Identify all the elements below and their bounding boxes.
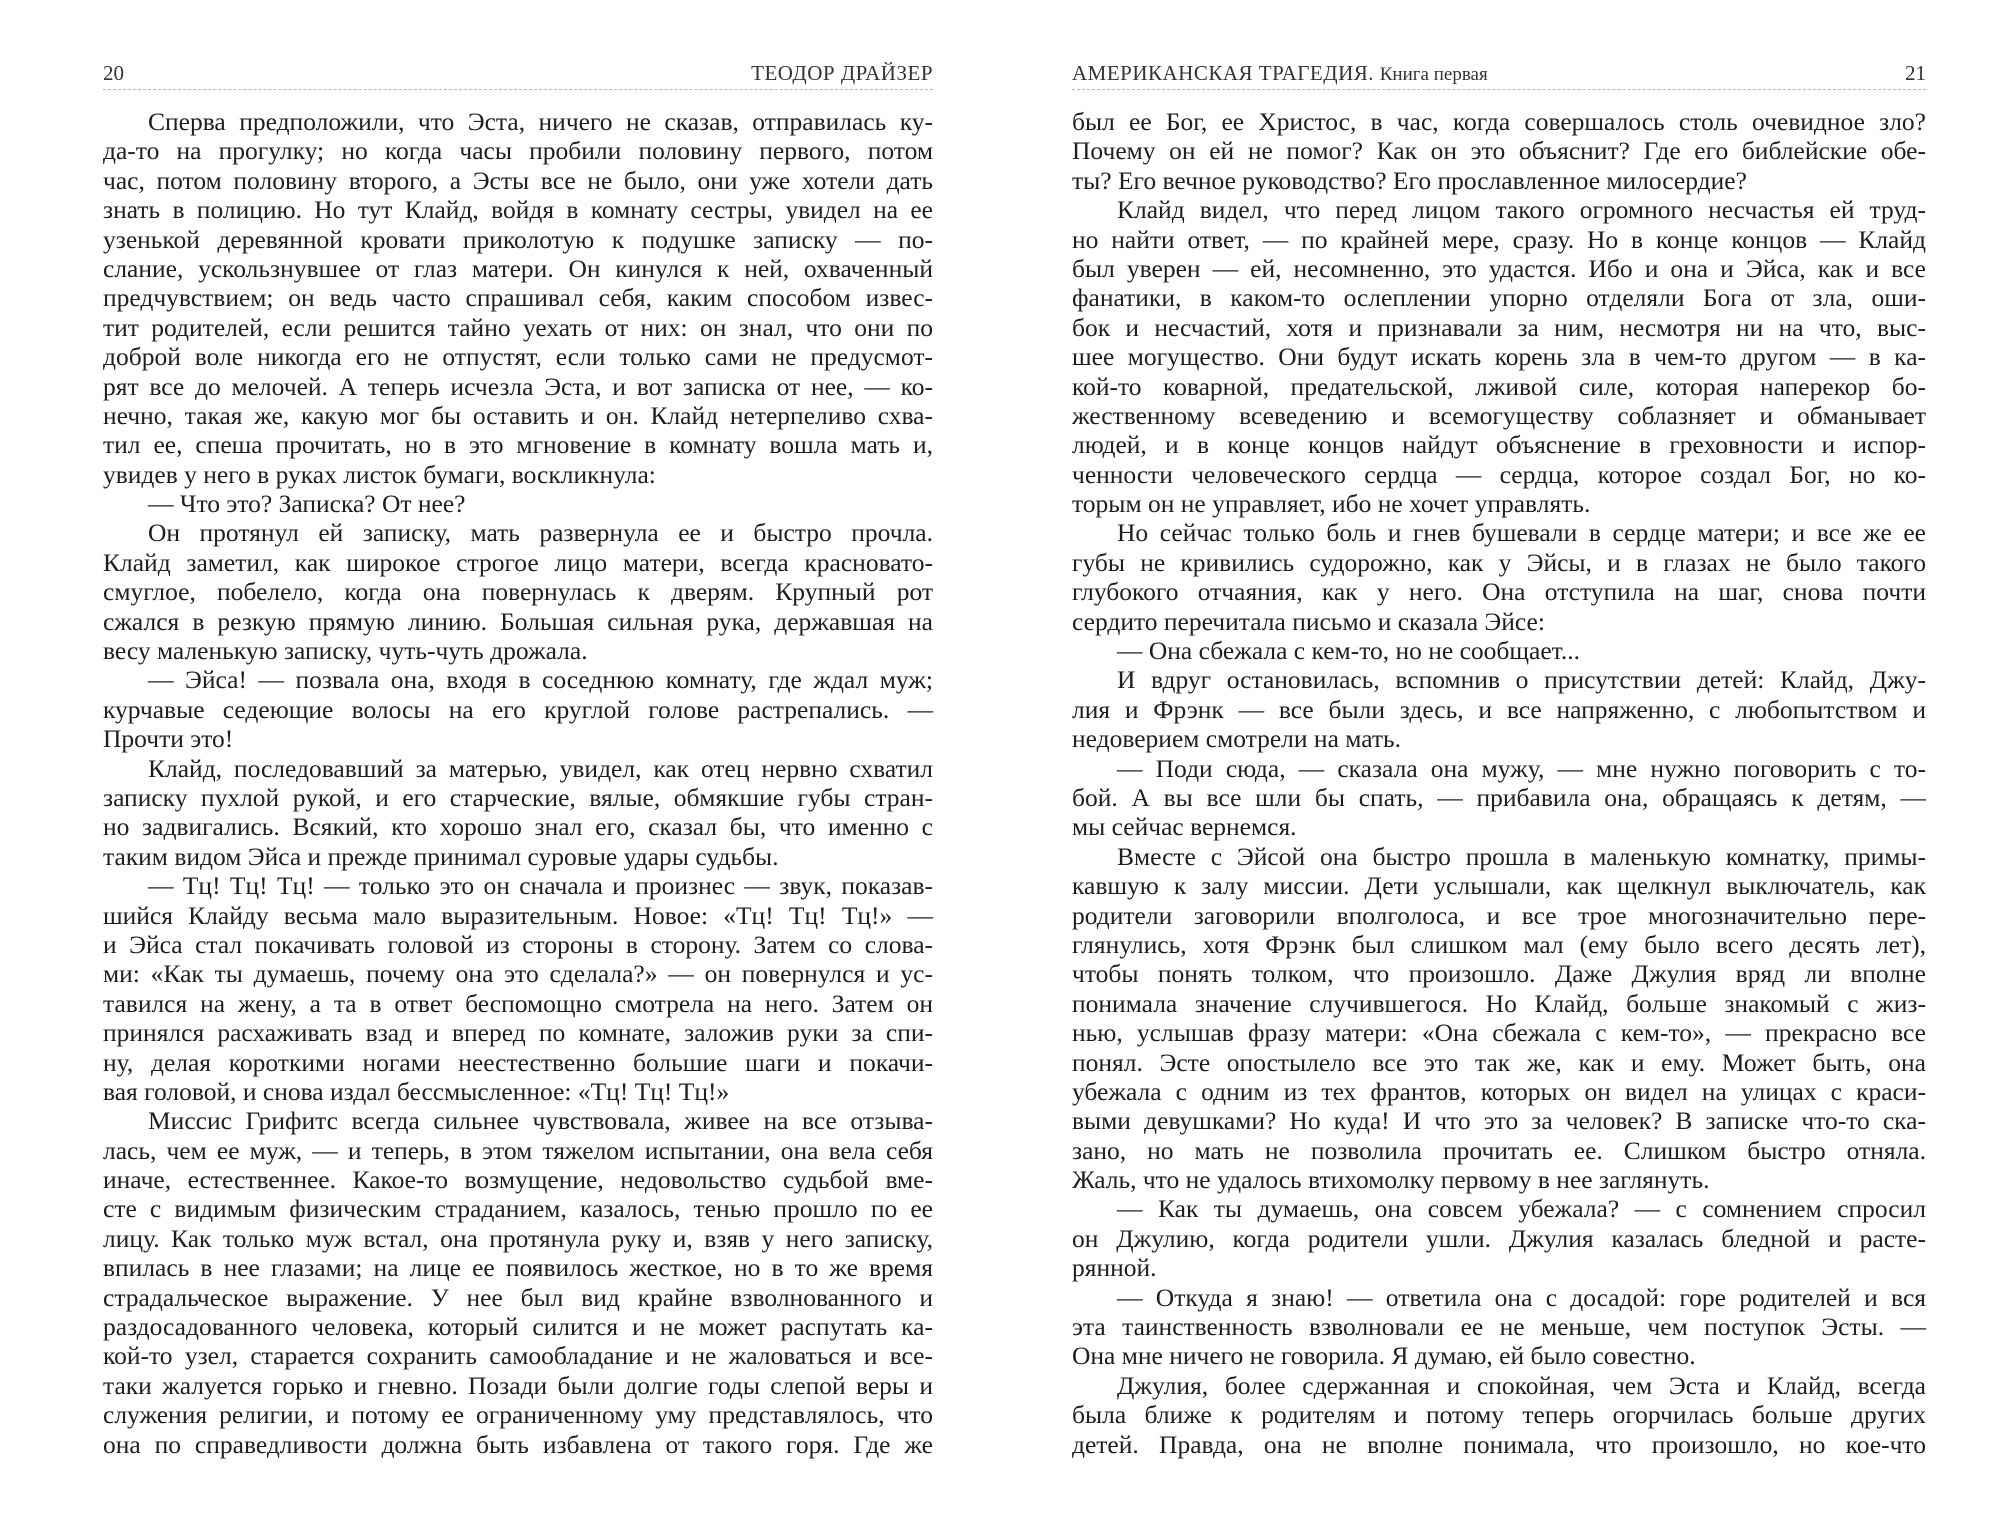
text-line: слание, ускользнувшее от глаз матери. Он кинулся к ней, охваченный — [103, 253, 933, 283]
left-page — [103, 0, 933, 1530]
text-line: страдальческое выражение. У нее был вид крайне взволнованного и — [103, 1282, 933, 1312]
text-line: предчувствием; он ведь часто спрашивал себя, каким способом извес- — [103, 283, 933, 313]
page-body — [103, 107, 933, 1459]
paragraph — [1072, 1371, 1926, 1459]
text-line: лась, чем ее муж, — и теперь, в этом тяжелом испытании, она вела себя — [103, 1135, 933, 1165]
book-title: АМЕРИКАНСКАЯ ТРАГЕДИЯ. — [1072, 61, 1374, 85]
text-line: лицу. Как только муж встал, она протянула руку и, взяв у него записку, — [103, 1223, 933, 1253]
text-line: Вместе с Эйсой она быстро прошла в маленькую комнатку, примы- — [1117, 841, 1926, 871]
paragraph — [103, 871, 933, 1106]
paragraph — [103, 754, 933, 872]
text-line: Клайд видел, что перед лицом такого огромного несчастья ей труд- — [1117, 195, 1926, 225]
text-line: ты? Его вечное руководство? Его прославленное милосердие? — [1072, 165, 1747, 195]
running-head — [103, 58, 933, 88]
text-line: но задвигались. Всякий, кто хорошо знал его, сказал бы, что именно с — [103, 812, 933, 842]
text-line: чтобы понять толком, что произошло. Даже Джулия вряд ли вполне — [1072, 959, 1926, 989]
text-line: Сперва предположили, что Эста, ничего не сказав, отправилась ку- — [148, 107, 933, 136]
text-line: Он протянул ей записку, мать развернула ее и быстро прочла. — [148, 518, 933, 548]
text-line: она по справедливости должна быть избавлена от такого горя. Где же — [103, 1429, 933, 1459]
text-line: и Эйса стал покачивать головой из стороны в сторону. Затем со слова- — [103, 929, 933, 959]
text-line: Миссис Грифитс всегда сильнее чувствовала, живее на все отзыва- — [148, 1106, 933, 1136]
text-line: но найти ответ, — по крайней мере, сразу. Но в конце концов — Клайд — [1072, 224, 1926, 254]
paragraph — [1072, 518, 1926, 636]
text-line: впилась в нее глазами; на лице ее появилось жесткое, но в то же время — [103, 1253, 933, 1283]
text-line: — Что это? Записка? От нее? — [148, 489, 466, 519]
text-line: людей, и в конце концов найдут объяснение в греховности и испор- — [1072, 430, 1926, 460]
text-line: Она мне ничего не говорила. Я думаю, ей было совестно. — [1072, 1341, 1696, 1371]
paragraph — [103, 1106, 933, 1459]
text-line: принялся расхаживать взад и вперед по комнате, заложив руки за спи- — [103, 1018, 933, 1048]
text-line: фанатики, в каком-то ослеплении упорно отделяли Бога от зла, оши- — [1072, 283, 1926, 313]
text-line: записку пухлой рукой, и его старческие, вялые, обмякшие губы стран- — [103, 782, 933, 812]
text-line: глянулись, хотя Фрэнк был слишком мал (ему было всего десять лет), — [1072, 929, 1926, 959]
text-line: курчавые седеющие волосы на его круглой голове растрепались. — — [103, 694, 933, 724]
text-line: понял. Эсте опостылело все это так же, как и ему. Может быть, она — [1072, 1047, 1926, 1077]
text-line: шее могущество. Они будут искать корень зла в чем-то другом — в ка- — [1072, 342, 1926, 372]
text-line: сердито перечитала письмо и сказала Эйсе: — [1072, 606, 1545, 636]
text-line: иначе, естественнее. Какое-то возмущение, недовольство судьбой вме- — [103, 1165, 933, 1195]
text-line: Жаль, что не удалось втихомолку первому в нее заглянуть. — [1072, 1165, 1710, 1195]
text-line: бок и несчастий, хотя и признавали за ним, несмотря ни на что, выс- — [1072, 312, 1926, 342]
text-line: убежала с одним из тех франтов, которых он видел на улицах с краси- — [1072, 1076, 1926, 1106]
text-line: рянной. — [1072, 1253, 1157, 1283]
text-line: смуглое, побелело, когда она повернулась к дверям. Крупный рот — [103, 577, 933, 607]
text-line: жественному всеведению и всемогуществу соблазняет и обманывает — [1072, 400, 1926, 430]
paragraph — [1072, 1194, 1926, 1282]
text-line: глубокого отчаяния, как у него. Она отступила на шаг, снова почти — [1072, 577, 1926, 607]
paragraph — [1072, 842, 1926, 1195]
text-line: — Как ты думаешь, она совсем убежала? — с сомнением спросил — [1117, 1194, 1926, 1224]
text-line: была ближе к родителям и потому теперь огорчилась больше других — [1072, 1400, 1926, 1430]
paragraph — [103, 107, 933, 489]
page-number: 21 — [1905, 61, 1926, 85]
text-line: кой-то коварной, предательской, лживой силе, которая наперекор бо- — [1072, 371, 1926, 401]
text-line: Почему он ей не помог? Как он это объяснит? Где его библейские обе- — [1072, 136, 1926, 166]
text-line: Клайд заметил, как широкое строгое лицо матери, всегда красновато- — [103, 547, 933, 577]
text-line: недоверием смотрели на мать. — [1072, 724, 1402, 754]
text-line: нью, услышав фразу матери: «Она сбежала с кем-то», — прекрасно все — [1072, 1018, 1926, 1048]
text-line: таки жалуется горько и гневно. Позади были долгие годы слепой веры и — [103, 1370, 933, 1400]
text-line: — Эйса! — позвала она, входя в соседнюю комнату, где ждал муж; — [148, 665, 933, 695]
text-line: час, потом половину второго, а Эсты все не было, они уже хотели дать — [103, 165, 933, 195]
text-line: мы сейчас вернемся. — [1072, 812, 1297, 842]
text-line: был уверен — ей, несомненно, это удастся. Ибо и она и Эйса, как и все — [1072, 253, 1926, 283]
text-line: — Откуда я знаю! — ответила она с досадой: горе родителей и вся — [1117, 1282, 1926, 1312]
text-line: тил ее, спеша прочитать, но в это мгновение в комнату вошла мать и, — [103, 430, 933, 460]
text-line: сте с видимым физическим страданием, казалось, тенью прошло по ее — [103, 1194, 933, 1224]
right-page — [1072, 0, 1926, 1530]
text-line: он Джулию, когда родители ушли. Джулия казалась бледной и расте- — [1072, 1223, 1926, 1253]
text-line: — Она сбежала с кем-то, но не сообщает... — [1117, 636, 1581, 666]
text-line: был ее Бог, ее Христос, в час, когда совершалось столь очевидное зло? — [1072, 107, 1926, 136]
text-line: служения религии, и потому ее ограниченному уму представлялось, что — [103, 1400, 933, 1430]
text-line: таким видом Эйса и прежде принимал суровые удары судьбы. — [103, 841, 779, 871]
text-line: бой. А вы все шли бы спать, — прибавила она, обращаясь к детям, — — [1072, 782, 1926, 812]
text-line: знать в полицию. Но тут Клайд, войдя в комнату сестры, увидел на ее — [103, 195, 933, 225]
text-line: родители заговорили вполголоса, и все трое многозначительно пере- — [1072, 900, 1926, 930]
book-part: Книга первая — [1379, 64, 1488, 85]
text-line: да-то на прогулку; но когда часы пробили половину первого, потом — [103, 136, 933, 166]
paragraph — [1072, 195, 1926, 518]
paragraph — [1072, 107, 1926, 195]
text-line: — Поди сюда, — сказала она мужу, — мне нужно поговорить с то- — [1117, 753, 1926, 783]
running-title: ТЕОДОР ДРАЙЗЕР — [751, 61, 933, 85]
text-line: зано, но мать не позволила прочитать ее. Слишком быстро отняла. — [1072, 1135, 1926, 1165]
text-line: выми девушками? Но куда! И что это за человек? В записке что-то ска- — [1072, 1106, 1926, 1136]
text-line: Прочти это! — [103, 724, 234, 754]
header-rule — [1072, 89, 1926, 90]
text-line: рят все до мелочей. А теперь исчезла Эста, и вот записка от нее, — ко- — [103, 371, 933, 401]
running-title — [1072, 58, 1488, 90]
text-line: узенькой деревянной кровати приколотую к подушке записку — по- — [103, 224, 933, 254]
text-line: тит родителей, если решится тайно уехать от них: он знал, что они по — [103, 312, 933, 342]
text-line: доброй воле никогда его не отпустят, если только сами не предусмот- — [103, 342, 933, 372]
text-line: ну, делая короткими ногами неестественно большие шаги и покачи- — [103, 1047, 933, 1077]
text-line: весу маленькую записку, чуть-чуть дрожала. — [103, 636, 588, 666]
paragraph — [1072, 665, 1926, 753]
text-line: И вдруг остановилась, вспомнив о присутствии детей: Клайд, Джу- — [1117, 665, 1926, 695]
text-line: Джулия, более сдержанная и спокойная, чем Эста и Клайд, всегда — [1117, 1370, 1926, 1400]
text-line: Но сейчас только боль и гнев бушевали в сердце матери; и все же ее — [1117, 518, 1926, 548]
text-line: понимала значение случившегося. Но Клайд, больше знакомый с жиз- — [1072, 988, 1926, 1018]
text-line: Клайд, последовавший за матерью, увидел, как отец нервно схватил — [148, 753, 933, 783]
text-line: шийся Клайду весьма мало выразительным. Новое: «Тц! Тц! Тц!» — — [103, 900, 933, 930]
text-line: — Тц! Тц! Тц! — только это он сначала и произнес — звук, показав- — [148, 871, 933, 901]
text-line: раздосадованного человека, который силится и не может распутать ка- — [103, 1312, 933, 1342]
paragraph — [103, 665, 933, 753]
text-line: детей. Правда, она не вполне понимала, что произошло, но кое-что — [1072, 1429, 1926, 1459]
text-line: лия и Фрэнк — все были здесь, и все напряженно, с любопытством и — [1072, 694, 1926, 724]
text-line: кавшую к залу миссии. Дети услышали, как щелкнул выключатель, как — [1072, 871, 1926, 901]
text-line: губы не кривились судорожно, как у Эйсы, и в глазах не было такого — [1072, 547, 1926, 577]
text-line: тавился на жену, а та в ответ беспомощно смотрела на него. Затем он — [103, 988, 933, 1018]
text-line: нечно, такая же, какую мог бы оставить и он. Клайд нетерпеливо схва- — [103, 400, 933, 430]
paragraph — [1072, 754, 1926, 842]
paragraph — [103, 489, 933, 518]
paragraph — [1072, 636, 1926, 665]
header-rule — [103, 89, 933, 90]
page-number: 20 — [103, 61, 124, 85]
text-line: торым он не управляет, ибо не хочет управлять. — [1072, 489, 1591, 519]
paragraph — [103, 518, 933, 665]
text-line: эта таинственность взволновали ее не меньше, чем поступок Эсты. — — [1072, 1312, 1926, 1342]
text-line: кой-то узел, старается сохранить самообладание и не жаловаться и все- — [103, 1341, 933, 1371]
running-head — [1072, 58, 1926, 88]
text-line: ми: «Как ты думаешь, почему она это сделала?» — он повернулся и ус- — [103, 959, 933, 989]
text-line: увидев у него в руках листок бумаги, воскликнула: — [103, 459, 656, 489]
page-body — [1072, 107, 1926, 1459]
text-line: вая головой, и снова издал бессмысленное: «Тц! Тц! Тц!» — [103, 1076, 730, 1106]
text-line: ченности человеческого сердца — сердца, которое создал Бог, но ко- — [1072, 459, 1926, 489]
paragraph — [1072, 1283, 1926, 1371]
text-line: сжался в резкую прямую линию. Большая сильная рука, державшая на — [103, 606, 933, 636]
